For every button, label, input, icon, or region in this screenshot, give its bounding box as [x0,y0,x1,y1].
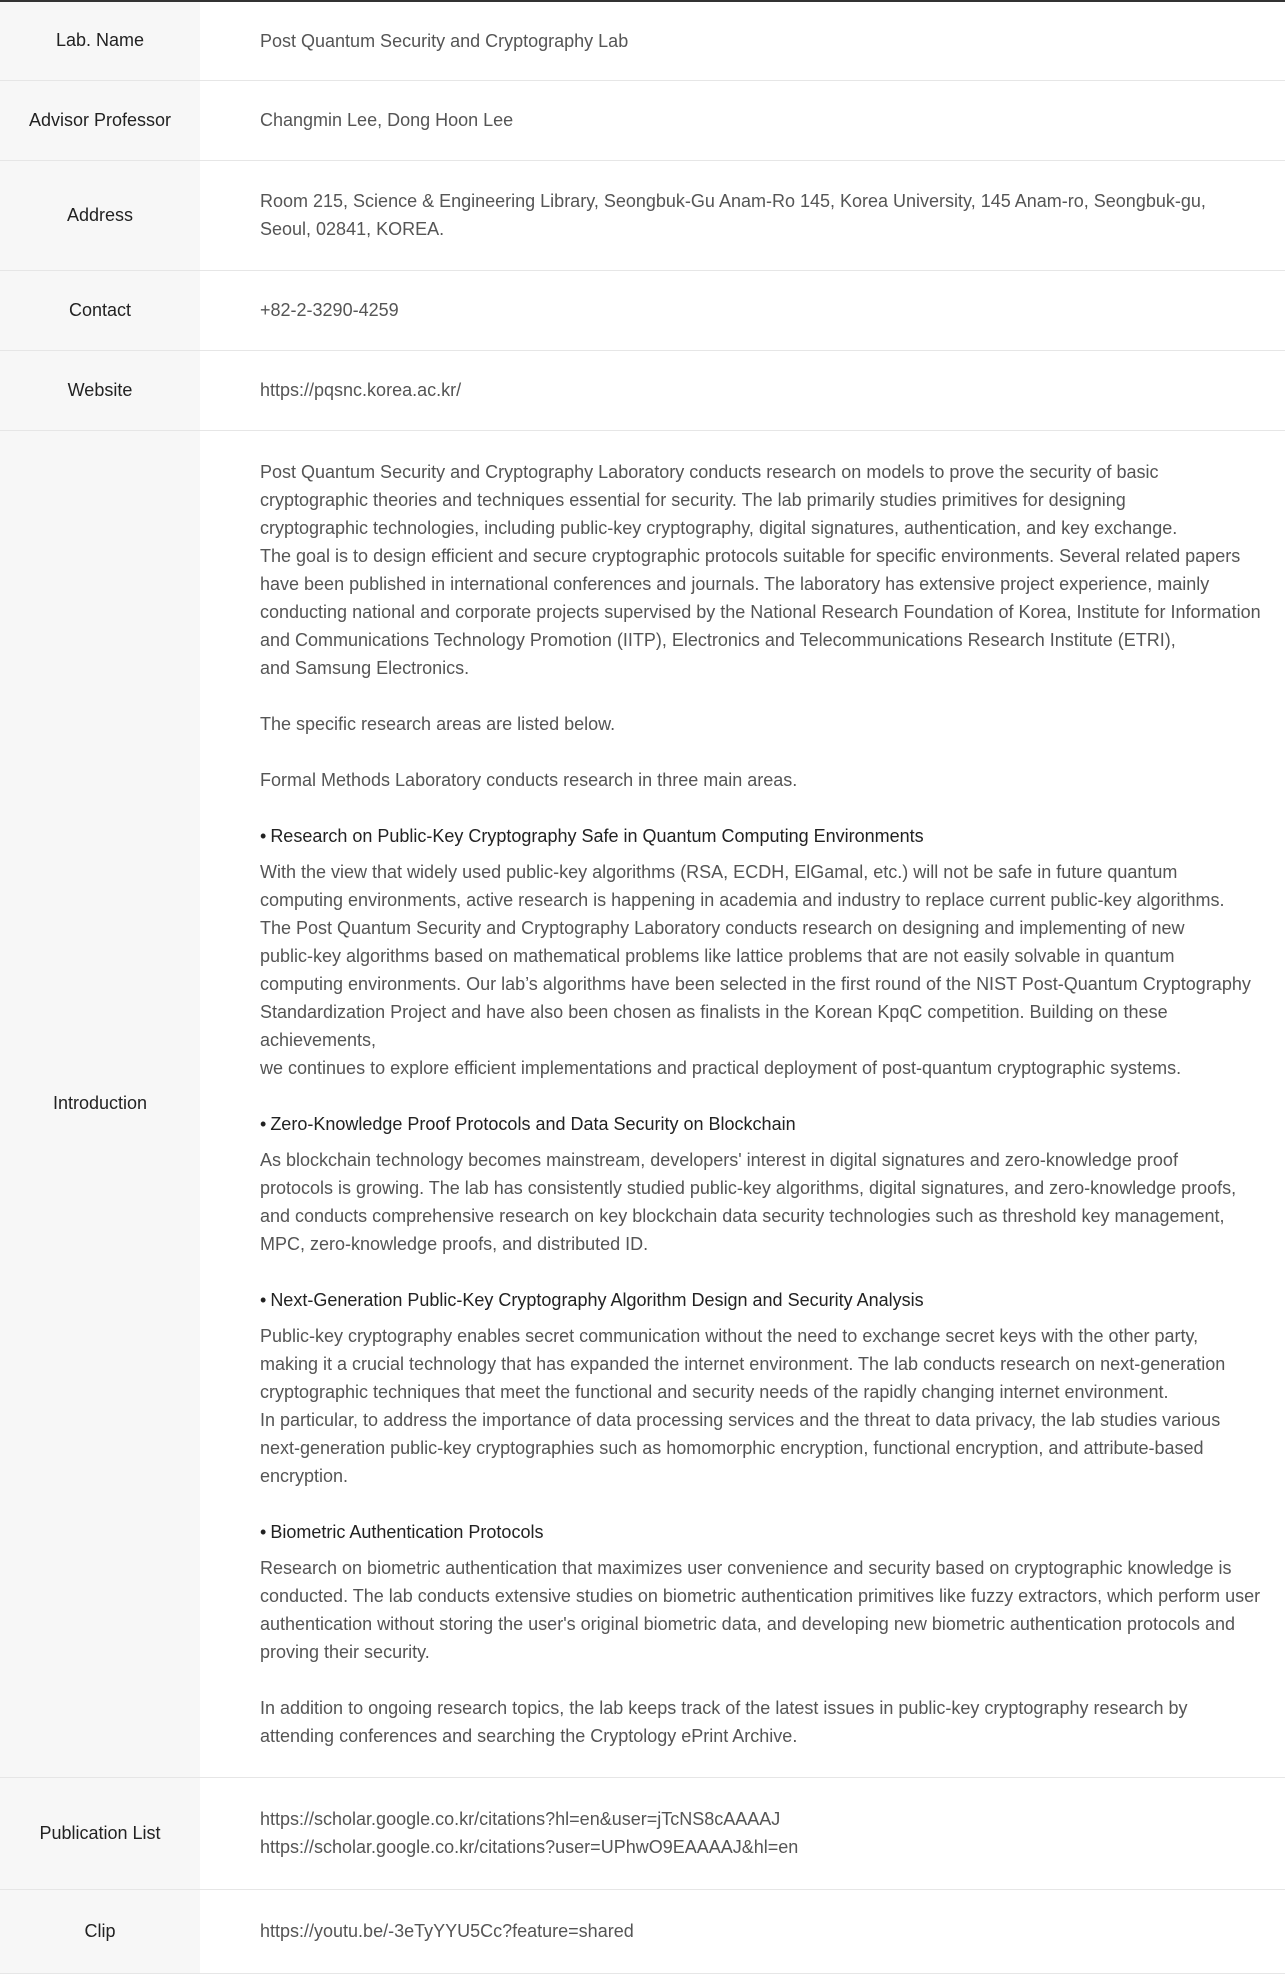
introduction-body [260,431,1285,1777]
row-advisor [0,80,1285,160]
bullet-icon: • [260,825,267,846]
address-line-1: Room 215, Science & Engineering Library, Seongbuk-Gu Anam-Ro 145, Korea University, 145 Anam-ro, Seongbuk-gu, [260,191,1206,211]
row-introduction [0,430,1285,1777]
value-address [200,160,1285,270]
intro-paragraph-3: Formal Methods Laboratory conducts research in three main areas. [260,769,798,790]
row-publication-list [0,1777,1285,1889]
area-2-title-text: Zero-Knowledge Proof Protocols and Data Security on Blockchain [270,1113,796,1134]
area-2-title [260,1110,1285,1138]
label-contact: Contact [0,270,200,350]
intro-paragraph-2: The specific research areas are listed below. [260,713,616,734]
contact-phone: +82-2-3290-4259 [260,300,399,320]
label-lab-name: Lab. Name [0,1,200,80]
publication-link-2[interactable]: https://scholar.google.co.kr/citations?user=UPhwO9EAAAAJ&hl=en [260,1837,799,1857]
area-4-title [260,1518,1285,1546]
label-clip: Clip [0,1889,200,1973]
publication-link-1[interactable]: https://scholar.google.co.kr/citations?hl=en&user=jTcNS8cAAAAJ [260,1809,781,1829]
area-4-body: Research on biometric authentication that maximizes user convenience and security based on cryptographic knowledge is conducted. The lab conducts extensive studies on biometric authentication primitives like fuzzy extractors, which perform user authentication without storing the user's original biometric data, and developing new biometric authentication protocols and proving their security. [260,1557,1261,1662]
bullet-icon: • [260,1521,267,1542]
area-2-body: As blockchain technology becomes mainstream, developers' interest in digital signatures and zero-knowledge proof protocols is growing. The lab has consistently studied public-key algorithms, digital signatures, and zero-knowledge proofs, and conducts comprehensive research on key blockchain data security technologies such as threshold key management, MPC, zero-knowledge proofs, and distributed ID. [260,1149,1237,1254]
label-address: Address [0,160,200,270]
intro-closing: In addition to ongoing research topics, the lab keeps track of the latest issues in public-key cryptography research by attending conferences and searching the Cryptology ePrint Archive. [260,1697,1188,1746]
area-4-title-text: Biometric Authentication Protocols [270,1521,544,1542]
address-line-2: Seoul, 02841, KOREA. [260,219,445,239]
value-lab-name [200,1,1285,80]
area-1-title-text: Research on Public-Key Cryptography Safe in Quantum Computing Environments [270,825,924,846]
area-1-title [260,822,1285,850]
row-address [0,160,1285,270]
row-clip [0,1889,1285,1973]
value-advisor [200,80,1285,160]
label-introduction: Introduction [0,430,200,1777]
row-contact [0,270,1285,350]
intro-paragraph-1: Post Quantum Security and Cryptography Laboratory conducts research on models to prove the security of basic cryptographic theories and techniques essential for security. The lab primarily studies primitives for designing cryptographic technologies, including public-key cryptography, digital signatures, authentication, and key exchange. The goal is to design efficient and secure cryptographic protocols suitable for specific environments. Several related papers have been published in international conferences and journals. The laboratory has extensive project experience, mainly conducting national and corporate projects supervised by the National Research Foundation of Korea, Institute for Information and Communications Technology Promotion (IITP), Electronics and Telecommunications Research Institute (ETRI), and Samsung Electronics. [260,461,1261,678]
area-3-body: Public-key cryptography enables secret communication without the need to exchange secret keys with the other party, making it a crucial technology that has expanded the internet environment. The lab conducts research on next-generation cryptographic techniques that meet the functional and security needs of the rapidly changing internet environment. In particular, to address the importance of data processing services and the threat to data privacy, the lab studies various next-generation public-key cryptographies such as homomorphic encryption, functional encryption, and attribute-based encryption. [260,1325,1226,1486]
bullet-icon: • [260,1289,267,1310]
website-link[interactable]: https://pqsnc.korea.ac.kr/ [260,380,462,400]
area-1-body: With the view that widely used public-key algorithms (RSA, ECDH, ElGamal, etc.) will not be safe in future quantum computing environments, active research is happening in academia and industry to replace current public-key algorithms. The Post Quantum Security and Cryptography Laboratory conducts research on designing and implementing of new public-key algorithms based on mathematical problems like lattice problems that are not easily solvable in quantum computing environments. Our lab’s algorithms have been selected in the first round of the NIST Post-Quantum Cryptography Standardization Project and have also been chosen as finalists in the Korean KpqC competition. Building on these achievements, we continues to explore efficient implementations and practical deployment of post-quantum cryptographic systems. [260,861,1251,1078]
area-3-title-text: Next-Generation Public-Key Cryptography Algorithm Design and Security Analysis [270,1289,924,1310]
value-website [200,350,1285,430]
value-contact [200,270,1285,350]
label-website: Website [0,350,200,430]
area-3-title [260,1286,1285,1314]
label-publication-list: Publication List [0,1777,200,1889]
label-advisor: Advisor Professor [0,80,200,160]
value-publication-list [200,1777,1285,1889]
value-introduction [200,430,1285,1777]
bullet-icon: • [260,1113,267,1134]
row-website [0,350,1285,430]
lab-name-text: Post Quantum Security and Cryptography Lab [260,30,629,51]
advisor-text: Changmin Lee, Dong Hoon Lee [260,110,514,130]
row-lab-name [0,1,1285,80]
value-clip [200,1889,1285,1973]
clip-link[interactable]: https://youtu.be/-3eTyYYU5Cc?feature=shared [260,1921,634,1941]
